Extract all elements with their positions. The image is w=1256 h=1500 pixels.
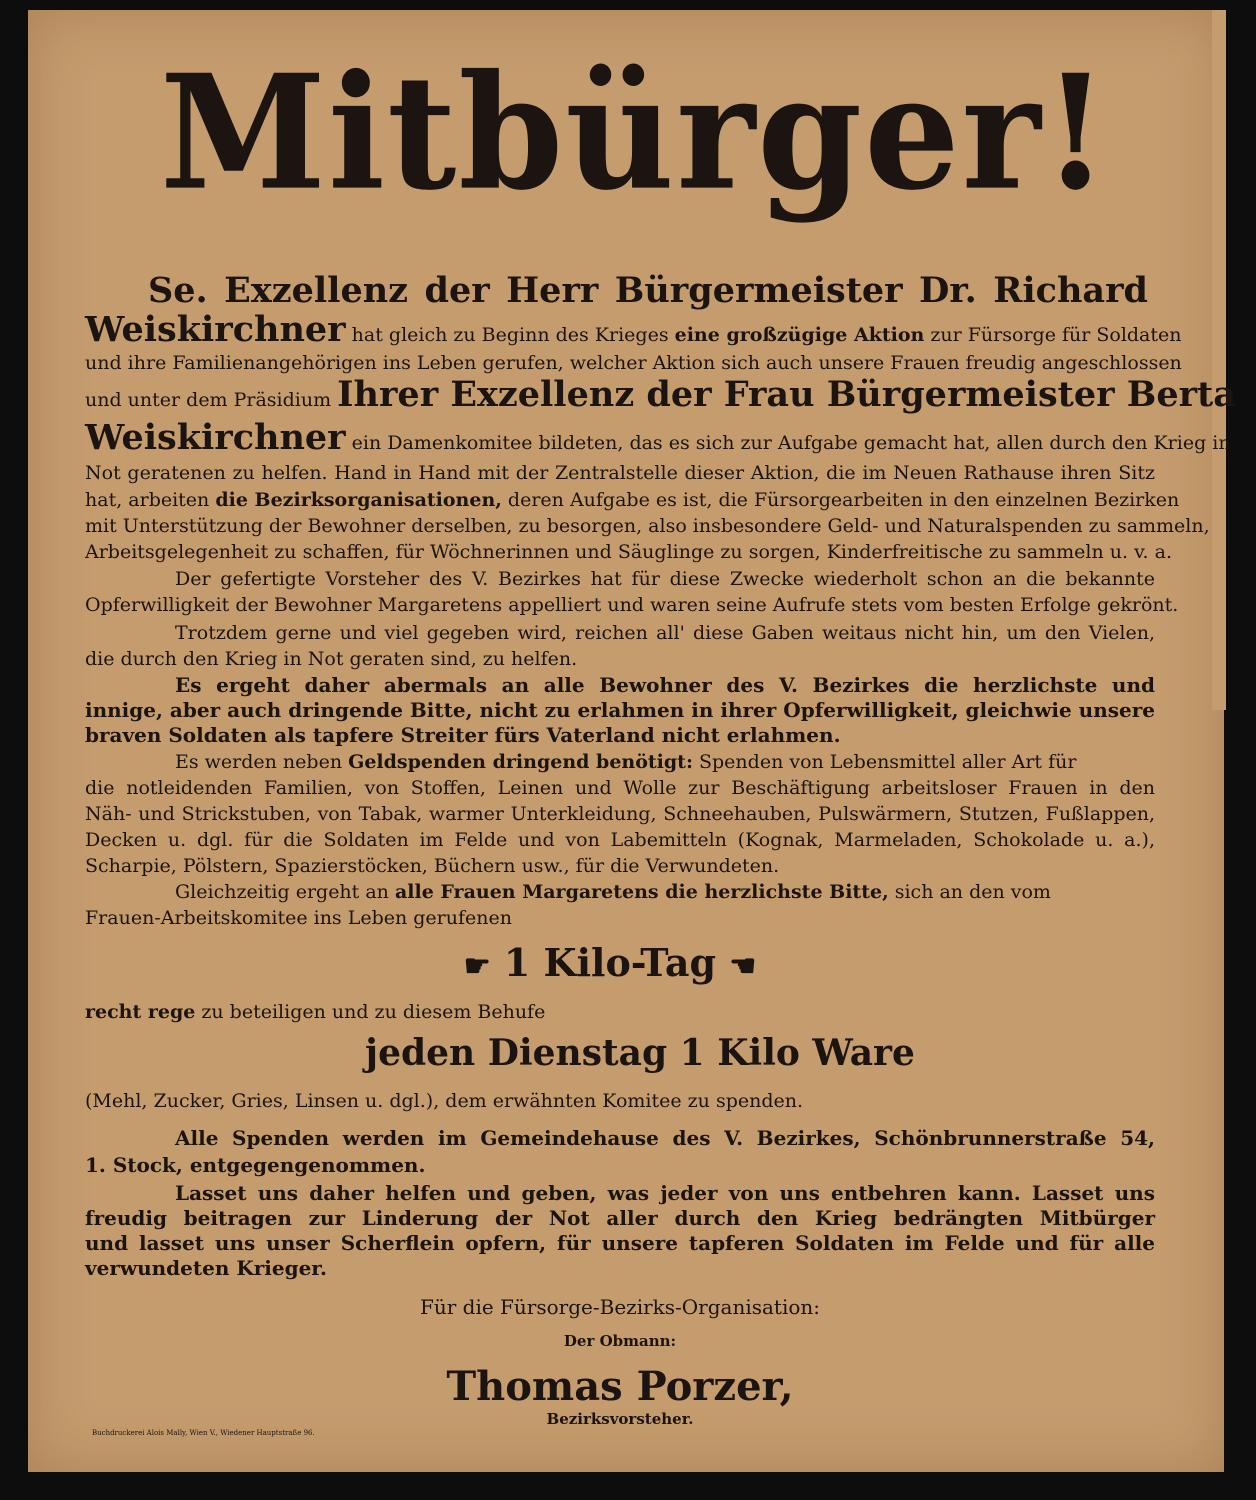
name-weiskirchner: Weiskirchner: [85, 309, 346, 350]
p1-line-8: mit Unterstützung der Bewohner derselben, zu besorgen, also insbesondere Geld- und Naturalspenden zu sammeln,: [85, 515, 1210, 537]
signature-role: Der Obmann:: [563, 1332, 677, 1350]
collection-line-1: Alle Spenden werden im Gemeindehause des V. Bezirkes, Schönbrunnerstraße 54,: [175, 1126, 1155, 1150]
p2-line-1: Der gefertigte Vorsteher des V. Bezirkes hat für diese Zwecke wiederholt schon an die bekannte: [175, 568, 1155, 590]
p1-line-5: Weiskirchner ein Damenkomitee bildeten, das es sich zur Aufgabe gemacht hat, allen durch den Krieg in: [85, 417, 1231, 458]
p1-line-9: Arbeitsgelegenheit zu schaffen, für Wöchnerinnen und Säuglinge zu sorgen, Kinderfreitische zu sammeln u. v. a.: [85, 541, 1172, 563]
p1-line-6: Not geratenen zu helfen. Hand in Hand mit der Zentralstelle dieser Aktion, die im Neuen Rathause ihren Sitz: [85, 462, 1155, 484]
p3-line-2: die durch den Krieg in Not geraten sind, zu helfen.: [85, 648, 578, 670]
p5-line-1: Es werden neben Geldspenden dringend benötigt: Spenden von Lebensmittel aller Art für: [175, 751, 1077, 773]
pointing-hand-right-icon: ☛: [463, 949, 491, 984]
p4-line-1: Es ergeht daher abermals an alle Bewohner des V. Bezirkes die herzlichste und: [175, 673, 1155, 697]
p1-line-1: Se. Exzellenz der Herr Bürgermeister Dr. Richard: [148, 270, 1148, 311]
p1-line-7: hat, arbeiten die Bezirksorganisationen, deren Aufgabe es ist, die Fürsorgearbeiten in den einzelnen Bezirken: [85, 489, 1180, 511]
p5-line-2: die notleidenden Familien, von Stoffen, Leinen und Wolle zur Beschäftigung arbeitsloser Frauen in den: [85, 777, 1155, 799]
p4-line-3: braven Soldaten als tapfere Streiter fürs Vaterland nicht erlahmen.: [85, 723, 841, 747]
after-kilo-line: recht rege zu beteiligen und zu diesem Behufe: [85, 1001, 546, 1023]
closing-line-1: Lasset uns daher helfen und geben, was jeder von uns entbehren kann. Lasset uns: [175, 1181, 1155, 1205]
p5-line-4: Decken u. dgl. für die Soldaten im Felde und von Labemitteln (Kognak, Marmeladen, Schokolade u. a.),: [85, 829, 1155, 851]
p1-line-3: und ihre Familienangehörigen ins Leben gerufen, welcher Aktion sich auch unsere Frauen freudig angeschlossen: [85, 352, 1182, 374]
p6-line-1: Gleichzeitig ergeht an alle Frauen Margaretens die herzlichste Bitte, sich an den vom: [175, 881, 1051, 903]
p2-line-2: Opferwilligkeit der Bewohner Margaretens appelliert und waren seine Aufrufe stets vom besten Erfolge gekrönt.: [85, 594, 1179, 616]
p5-line-3: Näh- und Strickstuben, von Tabak, warmer Unterkleidung, Schneehauben, Pulswärmern, Stutzen, Fußlappen,: [85, 803, 1155, 825]
p6-line-2: Frauen-Arbeitskomitee ins Leben gerufenen: [85, 907, 512, 929]
p1-line-4: und unter dem Präsidium Ihrer Exzellenz der Frau Bürgermeister Berta: [85, 374, 1236, 415]
printer-imprint: Buchdruckerei Alois Mally, Wien V., Wiedener Hauptstraße 96.: [92, 1429, 315, 1437]
closing-line-4: verwundeten Krieger.: [85, 1256, 327, 1280]
p4-line-2: innige, aber auch dringende Bitte, nicht zu erlahmen in ihrer Opferwilligkeit, gleichwie unsere: [85, 698, 1155, 722]
closing-line-3: und lasset uns unser Scherflein opfern, für unsere tapferen Soldaten im Felde und für alle: [85, 1231, 1155, 1255]
signature-org: Für die Fürsorge-Bezirks-Organisation:: [419, 1295, 821, 1319]
p1-line-2: Weiskirchner hat gleich zu Beginn des Krieges eine großzügige Aktion zur Fürsorge für Soldaten: [85, 309, 1182, 350]
poster-edge: [1212, 10, 1226, 710]
kilo-tag-heading: ☛ 1 Kilo-Tag ☚: [463, 940, 757, 985]
pointing-hand-left-icon: ☚: [729, 949, 757, 984]
dienstag-heading: jeden Dienstag 1 Kilo Ware: [365, 1032, 915, 1074]
p3-line-1: Trotzdem gerne und viel gegeben wird, reichen all' diese Gaben weitaus nicht hin, um den Vielen,: [175, 622, 1155, 644]
collection-line-2: 1. Stock, entgegengenommen.: [85, 1153, 426, 1177]
signature-title: Bezirksvorsteher.: [546, 1410, 694, 1428]
poster-title: Mitbürger!: [160, 40, 1111, 226]
p5-line-5: Scharpie, Pölstern, Spazierstöcken, Büchern usw., für die Verwundeten.: [85, 855, 780, 877]
signature-name: Thomas Porzer,: [446, 1363, 794, 1410]
closing-line-2: freudig beitragen zur Linderung der Not aller durch den Krieg bedrängten Mitbürger: [85, 1206, 1155, 1230]
goods-line: (Mehl, Zucker, Gries, Linsen u. dgl.), dem erwähnten Komitee zu spenden.: [85, 1090, 804, 1112]
